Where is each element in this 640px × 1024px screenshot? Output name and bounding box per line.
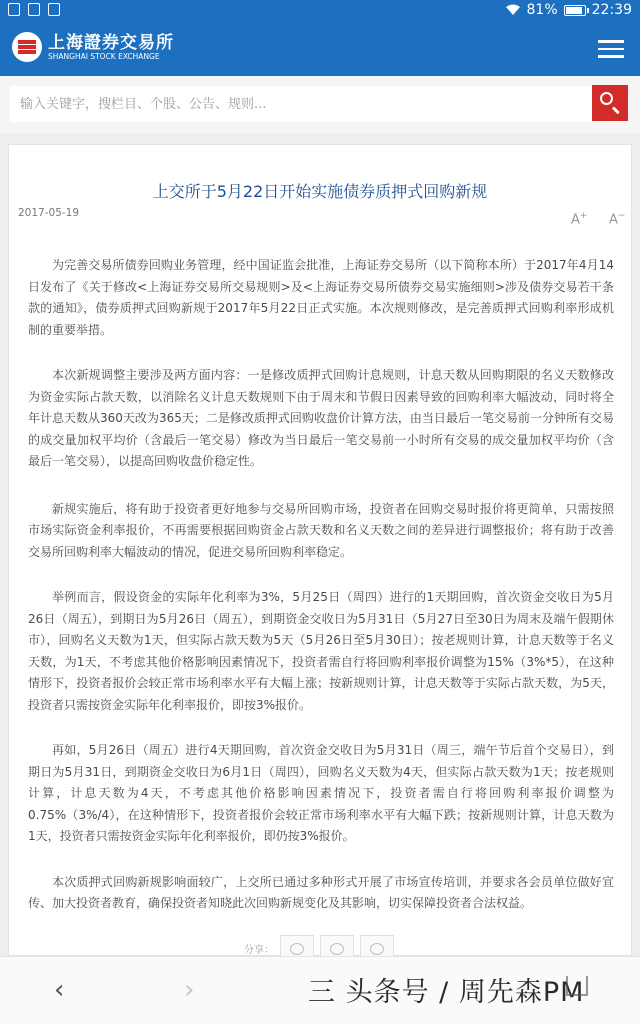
article-card: [8, 144, 632, 956]
font-increase-label: A: [571, 212, 580, 228]
image-icon: [8, 3, 20, 16]
forward-button[interactable]: ›: [184, 975, 195, 1005]
sse-logo[interactable]: [12, 32, 174, 62]
status-bar: [0, 0, 640, 22]
clock: 22:39: [591, 2, 632, 18]
font-decrease-button[interactable]: A−: [609, 211, 626, 228]
app-header: [0, 22, 640, 76]
search-icon: [600, 92, 613, 105]
article-title: 上交所于5月22日开始实施债券质押式回购新规: [152, 182, 488, 201]
search-bar: [0, 76, 640, 134]
article-paragraph: 再如，5月26日（周五）进行4天期回购，首次资金交收日为5月31日（周三，端午节后首个交易日），到期日为5月31日，到期资金交收日为6月1日（周四），回购名义天数为4天，但实际占款天数为1天；按老规则计算，计息天数为4天，不考虑其他价格影响因素情况下，投资者需自行将回购利率报价调整为0.75%（3%/4），在这种情形下，投资者报价会较正常市场利率水平有大幅下跌；按新规则计算，计息天数为1天，投资者只需按资金实际年化利率报价，即仍按3%报价。: [28, 743, 614, 843]
wifi-icon: [505, 4, 521, 16]
article-paragraph: 为完善交易所债券回购业务管理，经中国证监会批准，上海证券交易所（以下简称本所）于2017年4月14日发布了《关于修改<上海证券交易所交易规则>及<上海证券交易所债券交易实施细则>涉及债券交易若干条款的通知》，债券质押式回购新规于2017年5月22日正式实施。本次规则修改，是完善质押式回购利率形成机制的重要举措。: [28, 258, 614, 337]
download-icon: [48, 3, 60, 16]
search-input[interactable]: [10, 86, 592, 122]
notification-icons: [8, 3, 60, 16]
article-paragraph: 本次新规调整主要涉及两方面内容：一是修改质押式回购计息规则，计息天数从回购期限的名义天数修改为资金实际占款天数，以消除名义计息天数规则下由于周末和节假日因素导致的回购利率大幅波动，同时将全年计息天数从360天改为365天；二是修改质押式回购收盘价计算方法，由当日最后一笔交易前一分钟所有交易的成交量加权平均价（含最后一笔交易）修改为当日最后一笔交易前一小时所有交易的成交量加权平均价（含最后一笔交易），以提高回购收盘价稳定性。: [28, 368, 614, 468]
article-date: 2017-05-19: [18, 207, 80, 219]
battery-percent: 81%: [526, 2, 558, 18]
message-icon: [28, 3, 40, 16]
hamburger-menu-icon[interactable]: [598, 40, 624, 58]
battery-level: [566, 7, 582, 14]
watermark: 三 头条号 / 周先森PM: [308, 977, 585, 1008]
font-decrease-label: A: [609, 212, 618, 228]
article-paragraph: 举例而言，假设资金的实际年化利率为3%，5月25日（周四）进行的1天期回购，首次资金交收日为5月26日（周五），到期日为5月26日（周五），到期资金交收日为5月31日（5月27日至30日为周末及端午假期休市），回购名义天数为1天，但实际占款天数为5天（5月26日至5月30日）；按老规则计算，计息天数等于名义天数，为1天，不考虑其他价格影响因素情况下，投资者需自行将回购利率报价调整为15%（3%*5），在这种情形下，投资者报价会较正常市场利率水平有大幅上涨；按新规则计算，计息天数等于实际占款天数，为5天，投资者只需按资金实际年化利率报价，即按3%报价。: [28, 590, 614, 712]
share-label: 分享：: [244, 944, 274, 956]
article-paragraph: 新规实施后，将有助于投资者更好地参与交易所回购市场，投资者在回购交易时报价将更简单，只需按照市场实际资金利率报价，不再需要根据回购资金占款天数和名义天数之间的差异进行调整报价；将有助于改善交易所回购利率大幅波动的情况，促进交易所回购利率稳定。: [28, 501, 614, 559]
sse-logo-mark-icon: [12, 32, 42, 62]
article-paragraph: 本次质押式回购新规影响面较广，上交所已通过多种形式开展了市场宣传培训，并要求各会员单位做好宣传、加大投资者教育，确保投资者知晓此次回购新规变化及其影响，切实保障投资者合法权益。: [28, 874, 614, 910]
search-button[interactable]: [592, 85, 628, 121]
font-increase-button[interactable]: A+: [571, 211, 588, 228]
back-button[interactable]: ‹: [54, 975, 65, 1005]
home-icon[interactable]: [566, 976, 588, 996]
battery-icon: [564, 5, 586, 16]
article-body: [28, 255, 614, 939]
logo-chinese-name: 上海證券交易所: [48, 32, 174, 53]
search-icon-handle: [612, 106, 620, 114]
system-status: [505, 2, 632, 18]
logo-english-name: SHANGHAI STOCK EXCHANGE: [48, 51, 160, 61]
logo-text: [48, 34, 174, 61]
